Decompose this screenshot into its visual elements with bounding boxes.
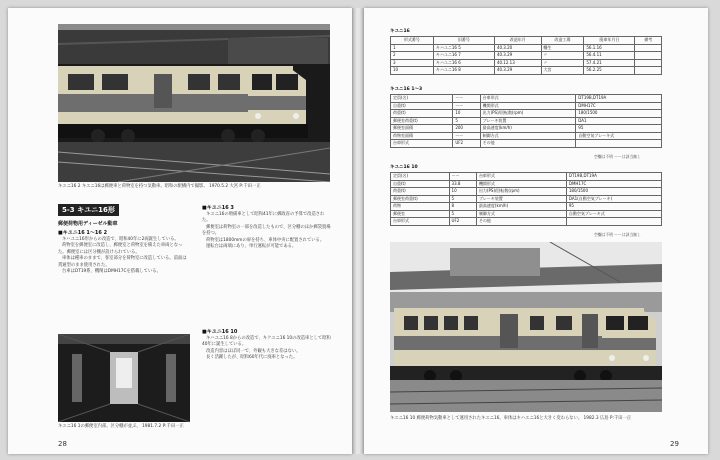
table-cell: その他 bbox=[480, 140, 576, 148]
book-gutter bbox=[352, 8, 364, 454]
paragraph: 改造内容はほぼ同一で、外観も大きな差はない。 bbox=[206, 348, 301, 354]
table-header-cell: 改造年月 bbox=[494, 37, 541, 45]
left-page bbox=[8, 8, 352, 454]
table-row bbox=[391, 132, 662, 140]
table-cell bbox=[635, 67, 662, 75]
table-cell: 40.3.20 bbox=[494, 44, 541, 52]
table-cell bbox=[635, 44, 662, 52]
photo3-caption: キユニ16 10 郵便荷物気動車として運用されたキユニ16。車体はキハユニ16と大きく変わらない。 1982.3 広島 P:千田一正 bbox=[390, 416, 632, 421]
sub3-body bbox=[202, 336, 332, 362]
table-cell: 40.12.13 bbox=[494, 59, 541, 67]
table-cell bbox=[566, 218, 661, 226]
table-row bbox=[391, 195, 662, 203]
table-row bbox=[391, 102, 662, 110]
table-cell: 台車形式 bbox=[391, 140, 453, 148]
table2-title: キユニ16 1～3 bbox=[390, 87, 423, 92]
paragraph: キユニ16の増備車として昭和41年に郵政省の予算で改造された。 bbox=[202, 212, 325, 224]
paragraph: 荷物室は1800mmの扉を持ち、車体中央に配置されている。 bbox=[206, 237, 325, 243]
table-cell: 台車形式 bbox=[391, 218, 450, 226]
photo1-caption: キユニ16 2 キユニ16は郵便車と荷物室を持つ気動車。昭和の駅構内で撮影。 1970.5.2 大宮 P:千田一正 bbox=[58, 184, 261, 189]
sub2-heading: ■キユニ16 3 bbox=[202, 205, 234, 211]
table-cell: 〃 bbox=[541, 52, 584, 60]
table-cell: 自重(t) bbox=[391, 180, 450, 188]
table-row bbox=[391, 210, 662, 218]
table-cell: キハユニ16 5 bbox=[433, 44, 494, 52]
table-cell: 機関形式 bbox=[480, 102, 576, 110]
table-cell: 制御方式 bbox=[476, 210, 566, 218]
table-cell: ーー bbox=[449, 173, 476, 181]
table-cell: 出力(PS)/回転数(rpm) bbox=[480, 110, 576, 118]
table-header-row bbox=[391, 37, 662, 45]
paragraph: キハユニ16 8からの改造で、キクユニ16 10の改造車として昭和40年に誕生している。 bbox=[202, 336, 331, 348]
table-cell: 5 bbox=[453, 117, 480, 125]
table-row bbox=[391, 218, 662, 226]
table-row bbox=[391, 44, 662, 52]
photo2-caption: キユニ16 1の郵便室内部。区分棚が並ぶ。 1981.7.2 P:千田一正 bbox=[58, 424, 184, 429]
right-page bbox=[364, 8, 708, 454]
table-cell: 10 bbox=[453, 110, 480, 118]
table-row bbox=[391, 59, 662, 67]
paragraph: 荷物室を郵便室に改造し、郵便室と荷物室を備えた車両となった。郵便室には区分棚が設けられている。 bbox=[58, 243, 183, 255]
table3 bbox=[390, 172, 662, 226]
table-cell: 郵便室面積 bbox=[391, 125, 453, 133]
table-cell: 10 bbox=[449, 188, 476, 196]
table-cell: 大宮 bbox=[541, 67, 584, 75]
table-header-cell: 改造工場 bbox=[541, 37, 584, 45]
table-cell: 出力(PS)/回転数(rpm) bbox=[476, 188, 566, 196]
table-cell: UF2 bbox=[449, 218, 476, 226]
table-cell: ーー bbox=[453, 102, 480, 110]
table-cell: キハユニ16 6 bbox=[433, 59, 494, 67]
table1 bbox=[390, 36, 662, 75]
table-cell: 台車形式 bbox=[476, 173, 566, 181]
table-row bbox=[391, 110, 662, 118]
table-row bbox=[391, 95, 662, 103]
table-cell: 95 bbox=[566, 203, 661, 211]
table-cell: ブレーキ装置 bbox=[476, 195, 566, 203]
table-row bbox=[391, 117, 662, 125]
table-cell: 10 bbox=[391, 67, 434, 75]
table-cell bbox=[576, 140, 662, 148]
sub3-heading: ■キユニ16 10 bbox=[202, 329, 238, 335]
table-cell: 台車形式 bbox=[480, 95, 576, 103]
section-subtitle: 郵便荷物用ディーゼル動車 bbox=[58, 221, 118, 227]
table-cell: DA1(自動空気ブレーキ) bbox=[566, 195, 661, 203]
table-cell: 郵便室荷重(t) bbox=[391, 117, 453, 125]
table-cell: 5 bbox=[449, 195, 476, 203]
table-cell: DT19B,DT19A bbox=[566, 173, 661, 181]
table-cell: 定員(名) bbox=[391, 173, 450, 181]
table-row bbox=[391, 125, 662, 133]
table-row bbox=[391, 188, 662, 196]
table-cell: 自動空気ブレーキ式 bbox=[576, 132, 662, 140]
table2 bbox=[390, 94, 662, 148]
table-cell: 郵便室 bbox=[391, 210, 450, 218]
table-row bbox=[391, 67, 662, 75]
table-cell: 〃 bbox=[541, 59, 584, 67]
photo-interior bbox=[58, 334, 190, 422]
table-cell: DMH17C bbox=[566, 180, 661, 188]
table-cell: 荷重(t) bbox=[391, 110, 453, 118]
table-cell: 200 bbox=[453, 125, 480, 133]
table-cell: 56.2.25 bbox=[584, 67, 635, 75]
table-header-cell: 形式番号 bbox=[391, 37, 434, 45]
table-cell: ーー bbox=[453, 95, 480, 103]
table-cell: 5 bbox=[449, 210, 476, 218]
page-number: 29 bbox=[670, 440, 679, 448]
table-cell: 荷物 bbox=[391, 203, 450, 211]
sub1-heading: ■キユニ16 1～16 2 bbox=[58, 230, 108, 236]
table-header-cell: 備考 bbox=[635, 37, 662, 45]
paragraph: 長く活躍したが、昭和60年代に廃車となった。 bbox=[206, 355, 298, 361]
table-row bbox=[391, 52, 662, 60]
table-cell: 郵便室荷重(t) bbox=[391, 195, 450, 203]
table-cell: DMH17C bbox=[576, 102, 662, 110]
table-cell: 8 bbox=[449, 203, 476, 211]
table-cell: 180/1500 bbox=[576, 110, 662, 118]
table-cell: 機関形式 bbox=[476, 180, 566, 188]
paragraph: 郵便室は荷物室の一部を改造したもので、区分棚のほか郵袋置場を持つ。 bbox=[202, 224, 331, 237]
paragraph: 車体は種車のままで、客室部分を荷物室に改造している。前面は貫通型のまま使用された。 bbox=[58, 256, 187, 268]
table-cell: 180/1500 bbox=[566, 188, 661, 196]
paragraph: キハユニ16形からの改造で、昭和40年に2両誕生している。 bbox=[62, 237, 179, 242]
table-cell: キハユニ16 7 bbox=[433, 52, 494, 60]
sub1-body bbox=[58, 237, 188, 275]
table-cell: 自重(t) bbox=[391, 102, 453, 110]
paragraph: 運転台は両端にあり、単行運転が可能である。 bbox=[206, 244, 297, 250]
table-row bbox=[391, 173, 662, 181]
table3-title: キユニ16 10 bbox=[390, 165, 418, 170]
table-cell: 57.4.21 bbox=[584, 59, 635, 67]
table-cell: ブレーキ装置 bbox=[480, 117, 576, 125]
table-cell: 最高速度(km/h) bbox=[480, 125, 576, 133]
table-cell: 制御方式 bbox=[480, 132, 576, 140]
table-cell: 95 bbox=[576, 125, 662, 133]
sub2-body bbox=[202, 212, 332, 250]
table-cell: UF2 bbox=[453, 140, 480, 148]
table-cell: 40.3.29 bbox=[494, 67, 541, 75]
table-cell bbox=[635, 52, 662, 60]
table-cell: 定員(名) bbox=[391, 95, 453, 103]
table-cell: 3 bbox=[391, 59, 434, 67]
table-row bbox=[391, 203, 662, 211]
table-cell: 40.3.29 bbox=[494, 52, 541, 60]
table-cell: 56.1.16 bbox=[584, 44, 635, 52]
photo-kiyuni16-2 bbox=[58, 24, 330, 182]
table-cell: 56.4.11 bbox=[584, 52, 635, 60]
table-cell: DA1 bbox=[576, 117, 662, 125]
table3-note: 空欄は不明 ーーは該当無し bbox=[594, 232, 641, 237]
table-row bbox=[391, 140, 662, 148]
table-cell: 荷重(t) bbox=[391, 188, 450, 196]
table-cell bbox=[635, 59, 662, 67]
table1-title: キユニ16 bbox=[390, 29, 410, 34]
table-header-cell: 旧番号 bbox=[433, 37, 494, 45]
table-cell: 最高速度(km/h) bbox=[476, 203, 566, 211]
table-header-cell: 廃車年月日 bbox=[584, 37, 635, 45]
table-row bbox=[391, 180, 662, 188]
table-cell: キハユニ16 8 bbox=[433, 67, 494, 75]
table2-note: 空欄は不明 ーーは該当無し bbox=[594, 154, 641, 159]
table-cell: 2 bbox=[391, 52, 434, 60]
table-cell: DT19B,DT19A bbox=[576, 95, 662, 103]
table-cell: ーー bbox=[453, 132, 480, 140]
paragraph: 台車はDT19系、機関はDMH17Cを搭載している。 bbox=[62, 269, 161, 275]
table-cell: その他 bbox=[476, 218, 566, 226]
page-number: 28 bbox=[58, 440, 67, 448]
table-cell: 荷物室面積 bbox=[391, 132, 453, 140]
table-cell: 1 bbox=[391, 44, 434, 52]
section-title: 5-3 キユニ16形 bbox=[58, 204, 119, 216]
table-cell: 自動空気ブレーキ式 bbox=[566, 210, 661, 218]
table-cell: 幡生 bbox=[541, 44, 584, 52]
photo-kiyuni16-10 bbox=[390, 242, 662, 412]
table-cell: 33.8 bbox=[449, 180, 476, 188]
